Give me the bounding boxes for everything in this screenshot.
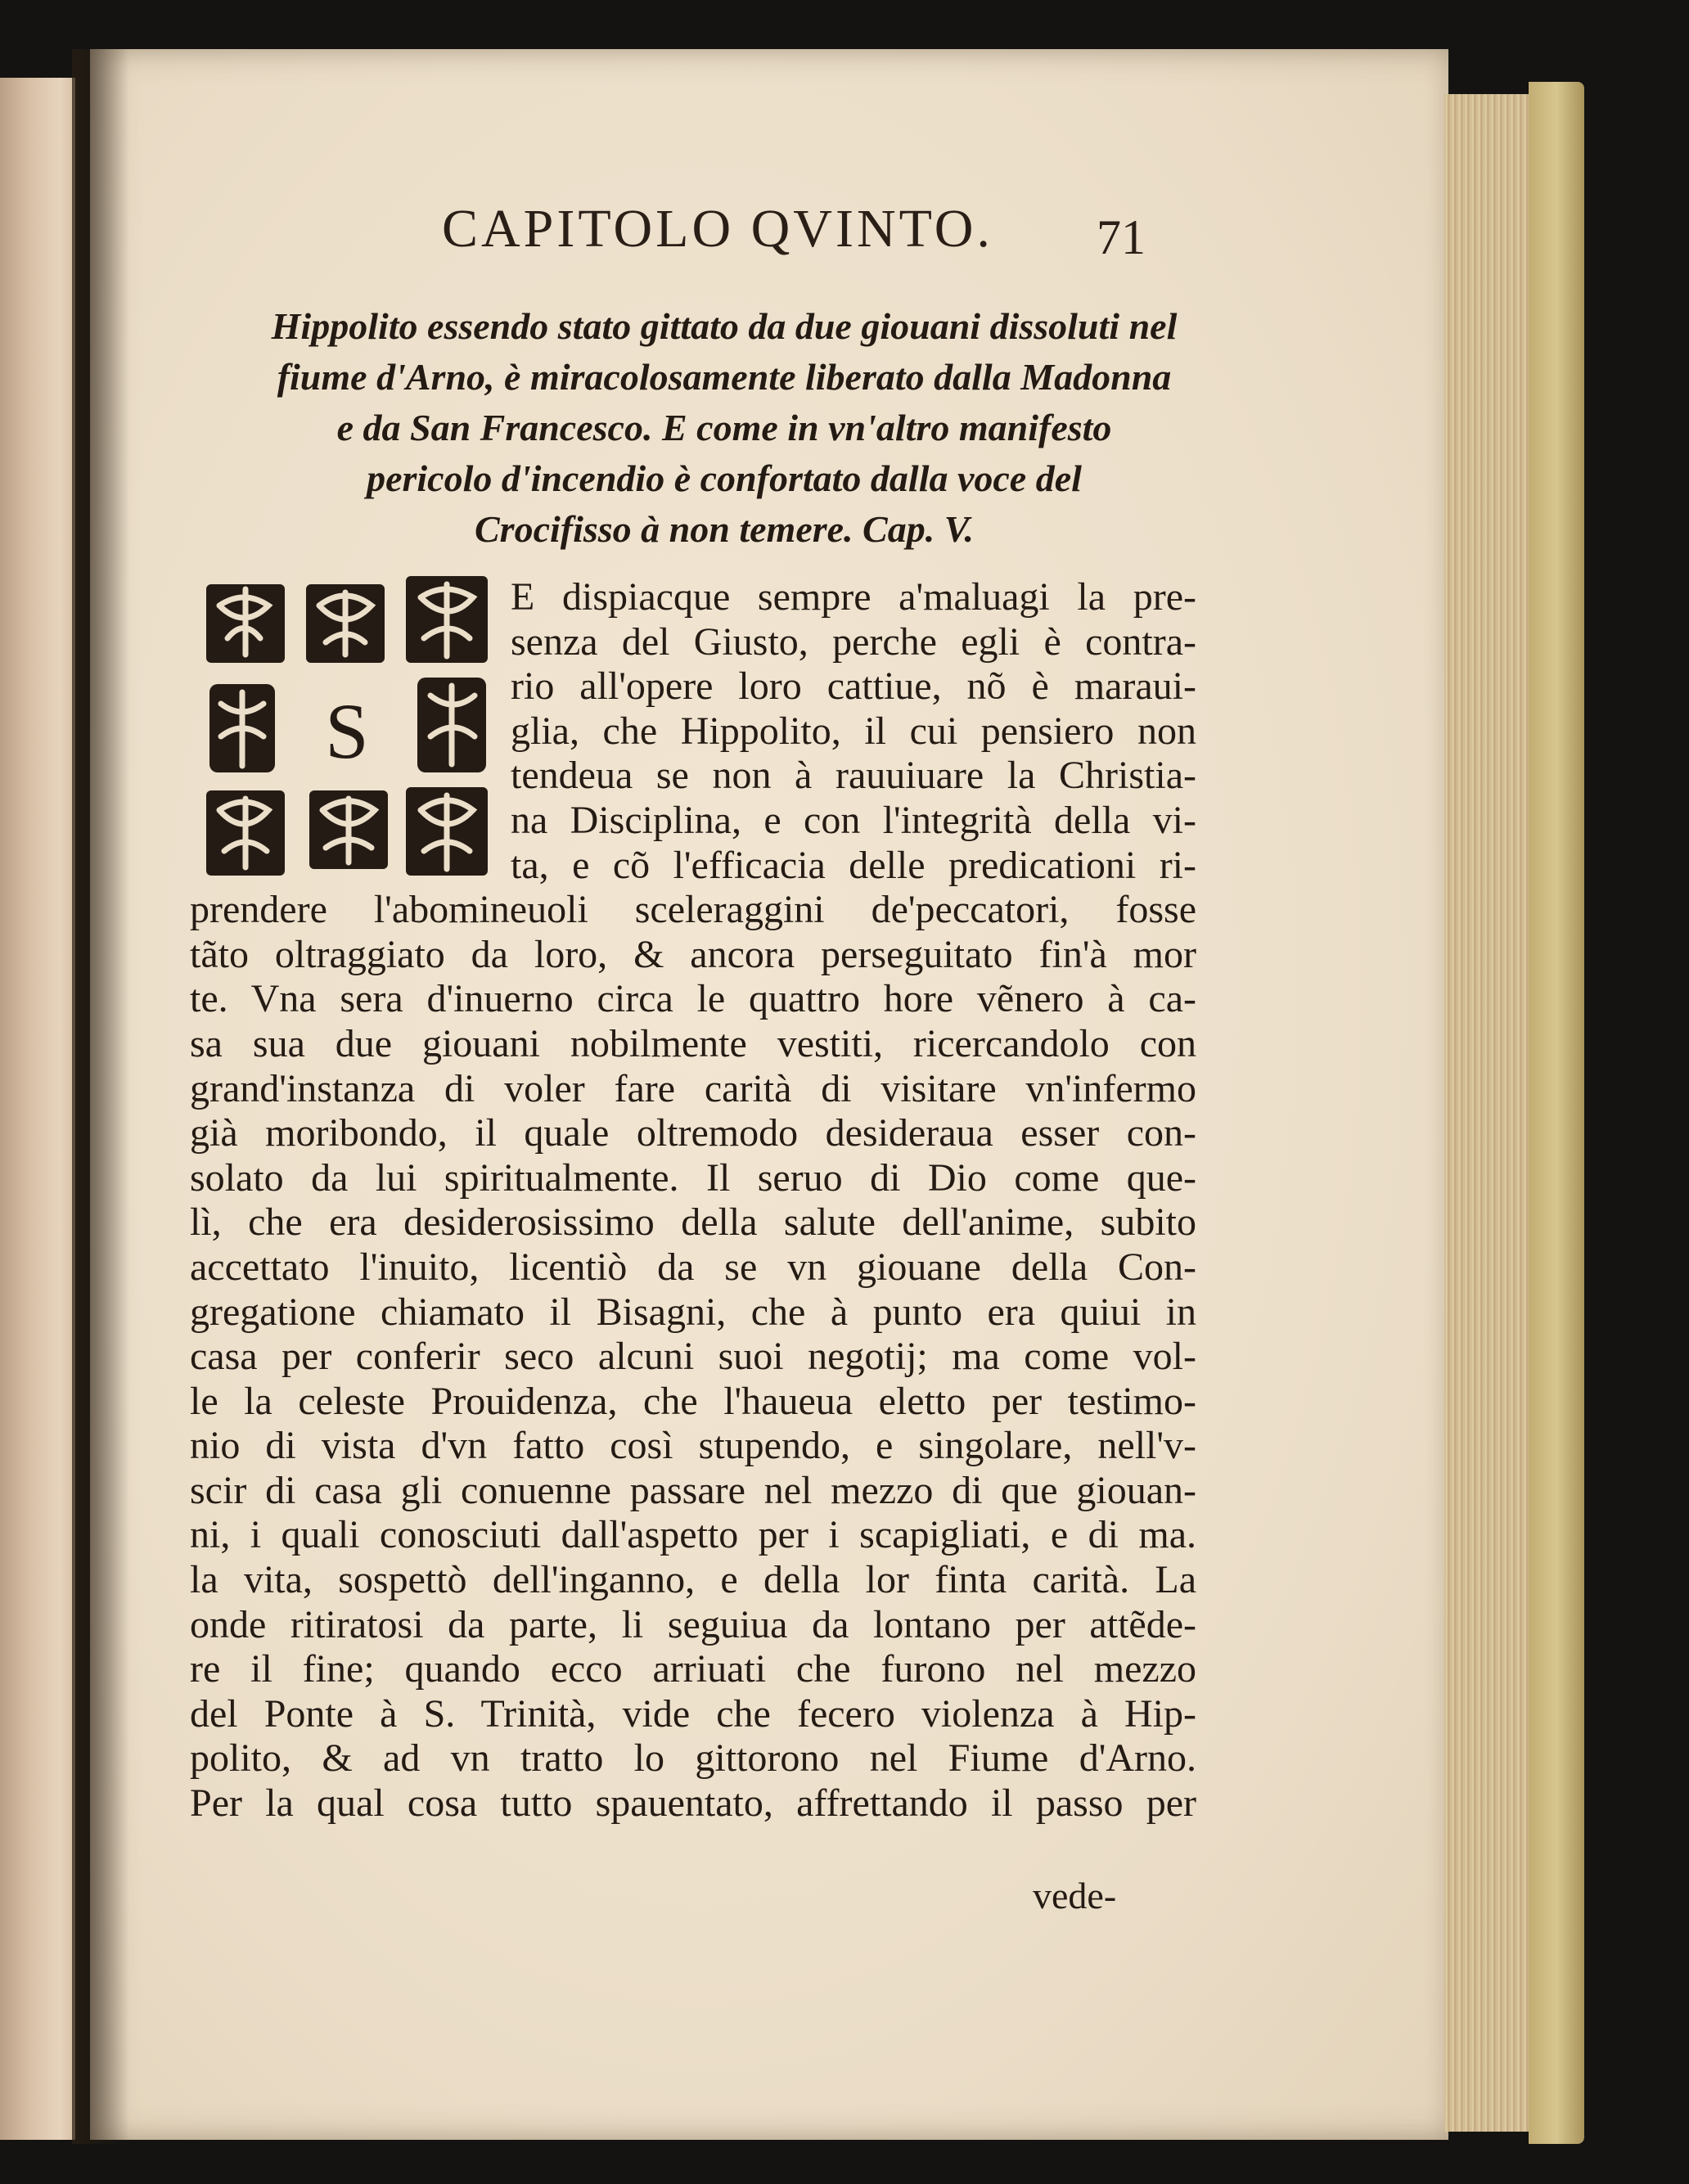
text-line: grand'instanza di voler fare carità di visitare vn'infermo (190, 1066, 1196, 1110)
text-line: te. Vna sera d'inuerno circa le quattro hore vẽnero à ca- (190, 977, 1196, 1021)
text-line: casa per conferir seco alcuni suoi negotij; ma come vol- (190, 1335, 1196, 1379)
text-line: rio all'opere loro cattiue, nõ è maraui- (511, 664, 1196, 709)
page-fore-edge (1444, 94, 1543, 2132)
book-cover-edge (1529, 82, 1584, 2144)
summary-line: Crocifisso à non temere. Cap. V. (475, 508, 974, 550)
text-line: glia, che Hippolito, il cui pensiero non (511, 709, 1196, 753)
page-number: 71 (1097, 210, 1146, 264)
text-line: sa sua due giouani nobilmente vestiti, ricercandolo con (190, 1021, 1196, 1065)
summary-line: fiume d'Arno, è miracolosamente liberato dalla Madonna (277, 356, 1172, 398)
gutter-shadow (72, 49, 129, 2144)
text-line: solato da lui spiritualmente. Il seruo di Dio come que- (190, 1155, 1196, 1200)
text-line: lì, che era desiderosissimo della salute dell'anime, subito (190, 1200, 1196, 1245)
summary-line: pericolo d'incendio è confortato dalla voce del (367, 457, 1082, 499)
running-head: CAPITOLO QVINTO. (442, 199, 993, 259)
catchword: vede- (1033, 1875, 1117, 1916)
text-line: già moribondo, il quale oltremodo desideraua esser con- (190, 1111, 1196, 1155)
text-line: polito, & ad vn tratto lo gittorono nel Fiume d'Arno. (190, 1736, 1196, 1781)
chapter-summary (245, 301, 1203, 555)
text-line: scir di casa gli conuenne passare nel mezzo di que giouan- (190, 1468, 1196, 1512)
text-line: na Disciplina, e con l'integrità della vi- (511, 798, 1196, 842)
text-line: re il fine; quando ecco arriuati che furono nel mezzo (190, 1647, 1196, 1691)
text-line: onde ritiratosi da parte, li seguiua da lontano per attẽde- (190, 1602, 1196, 1646)
text-line: tãto oltraggiato da loro, & ancora perseguitato fin'à mor (190, 932, 1196, 976)
text-line: ta, e cõ l'efficacia delle predicationi ri- (511, 843, 1196, 887)
summary-line: Hippolito essendo stato gittato da due giouani dissoluti nel (271, 305, 1178, 347)
summary-line: e da San Francesco. E come in vn'altro manifesto (336, 407, 1112, 448)
text-line: E dispiacque sempre a'maluagi la pre- (511, 575, 1196, 619)
text-line: ni, i quali conosciuti dall'aspetto per i scapigliati, e di ma. (190, 1513, 1196, 1557)
text-line: gregatione chiamato il Bisagni, che à punto era quiui in (190, 1290, 1196, 1334)
text-line: accettato l'inuito, licentiò da se vn giouane della Con- (190, 1245, 1196, 1289)
text-line: del Ponte à S. Trinità, vide che fecero violenza à Hip- (190, 1691, 1196, 1736)
initial-letter: S (325, 687, 369, 775)
text-line: prendere l'abomineuoli sceleraggini de'peccatori, fosse (190, 888, 1196, 932)
text-line: senza del Giusto, perche egli è contra- (511, 619, 1196, 664)
text-line: la vita, sospettò dell'inganno, e della lor finta carità. La (190, 1558, 1196, 1602)
body-text (190, 575, 1196, 1826)
text-line: tendeua se non à rauuiuare la Christia- (511, 754, 1196, 798)
text-line: nio di vista d'vn fatto così stupendo, e singolare, nell'v- (190, 1424, 1196, 1468)
text-line: le la celeste Prouidenza, che l'haueua eletto per testimo- (190, 1379, 1196, 1423)
facing-page-edge (0, 78, 75, 2140)
text-line: Per la qual cosa tutto spauentato, affrettando il passo per (190, 1781, 1196, 1826)
